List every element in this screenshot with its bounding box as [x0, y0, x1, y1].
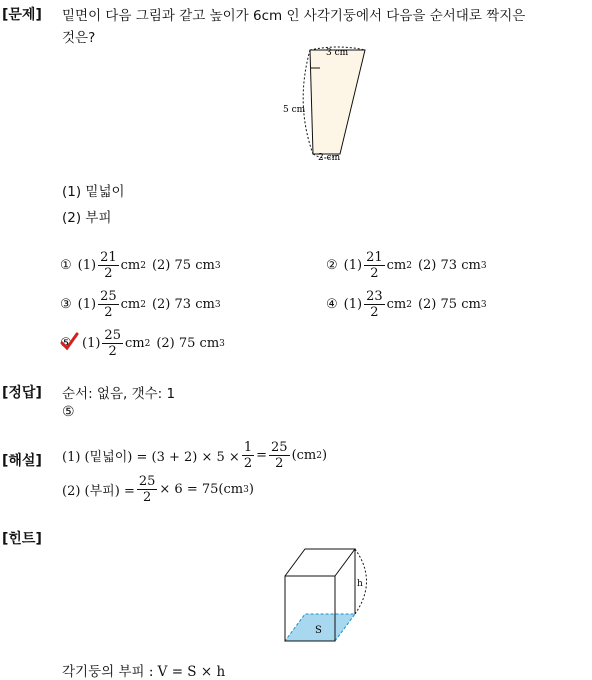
- bottom-length-label: 2 cm: [318, 153, 341, 163]
- choice-2-part1: (1): [343, 258, 363, 273]
- choice-5[interactable]: ⑤ (1) $\frac{25}{2}$ cm 2 (2) 75 cm 3: [60, 328, 225, 359]
- question-line-1: 밑면이 다음 그림과 같고 높이가 6cm 인 사각기둥에서 다음을 순서대로 짝지은: [62, 8, 526, 24]
- choice-4-unit: cm: [386, 297, 407, 312]
- choice-1[interactable]: ① (1) $\frac{21}{2}$ cm 2 (2) 75 cm 3: [60, 250, 221, 281]
- sub-question-1: (1) 밑넓이: [62, 184, 125, 200]
- question-line-2: 것은?: [62, 30, 96, 46]
- choice-3-part1: (1): [77, 297, 97, 312]
- answer-line-2: ⑤: [62, 404, 75, 420]
- choice-5-part1: (1): [82, 336, 101, 351]
- solution-l1-equals: =: [256, 448, 268, 463]
- solution-l2-text: (2) (부피) =: [62, 484, 135, 499]
- choice-1-unit: cm: [120, 258, 141, 273]
- choice-5-mark-wrap: [60, 336, 76, 351]
- solution-l2-rest: × 6 = 75(cm: [159, 482, 244, 497]
- sub-question-2: (2) 부피: [62, 210, 112, 226]
- left-length-label: 5 cm: [283, 105, 306, 115]
- solution-label: [해설]: [2, 453, 42, 469]
- choice-2-fraction: $\frac{21}{2}$: [366, 250, 383, 281]
- choice-1-mark: ①: [60, 258, 72, 273]
- choice-4-part1: (1): [343, 297, 363, 312]
- choice-3-mark: ③: [60, 297, 72, 312]
- choice-3-unit: cm: [120, 297, 141, 312]
- choice-4[interactable]: ④ (1) $\frac{23}{2}$ cm 2 (2) 75 cm 3: [326, 289, 487, 320]
- solution-l1-text: (1) (밑넓이) = (3 + 2) × 5 ×: [62, 450, 240, 465]
- choice-4-mark: ④: [326, 297, 338, 312]
- choice-5-fraction: $\frac{25}{2}$: [104, 328, 121, 359]
- choice-3[interactable]: ③ (1) $\frac{25}{2}$ cm 2 (2) 73 cm 3: [60, 289, 221, 320]
- height-label: h: [357, 579, 363, 589]
- choice-4-part2: (2) 75 cm: [417, 297, 481, 312]
- hint-label: [힌트]: [2, 531, 42, 547]
- problem-label: [문제]: [2, 7, 42, 23]
- prism-top-face: [285, 549, 355, 576]
- solution-l2-fraction: $\frac{25}{2}$: [138, 474, 156, 505]
- choice-1-fraction: $\frac{21}{2}$: [100, 250, 117, 281]
- base-area-label: S: [315, 625, 322, 636]
- solution-l1-unit: (cm: [291, 448, 317, 463]
- choice-4-fraction: $\frac{23}{2}$: [366, 289, 383, 320]
- check-icon: [59, 332, 79, 352]
- choice-5-mark: ⑤: [60, 336, 72, 351]
- solution-l1-fraction-result: $\frac{25}{2}$: [271, 440, 288, 471]
- choice-5-part2: (2) 75 cm: [156, 336, 220, 351]
- choice-2-unit: cm: [386, 258, 407, 273]
- solution-line-2: (2) (부피) = $\frac{25}{2}$ × 6 = 75(cm 3 ): [62, 474, 254, 505]
- choice-3-part2: (2) 73 cm: [151, 297, 215, 312]
- choice-2-part2: (2) 73 cm: [417, 258, 481, 273]
- trapezoid-figure: [280, 44, 370, 166]
- choice-2[interactable]: ② (1) $\frac{21}{2}$ cm 2 (2) 73 cm 3: [326, 250, 487, 281]
- solution-line-1: (1) (밑넓이) = (3 + 2) × 5 × $\frac{1}{2}$ = $\frac{25}{2}$ (cm 2 ): [62, 440, 328, 471]
- choice-3-fraction: $\frac{25}{2}$: [100, 289, 117, 320]
- top-length-label: 3 cm: [326, 48, 349, 58]
- choice-2-mark: ②: [326, 258, 338, 273]
- choice-5-unit: cm: [124, 336, 145, 351]
- answer-label: [정답]: [2, 385, 42, 401]
- hint-formula: 각기둥의 부피 : V = S × h: [62, 664, 226, 680]
- choice-1-part1: (1): [77, 258, 97, 273]
- prism-figure: [280, 546, 370, 646]
- choice-1-part2: (2) 75 cm: [151, 258, 215, 273]
- trapezoid-shape: [310, 50, 365, 154]
- solution-l1-fraction-half: $\frac{1}{2}$: [243, 440, 253, 471]
- answer-line-1: 순서: 없음, 갯수: 1: [62, 386, 176, 402]
